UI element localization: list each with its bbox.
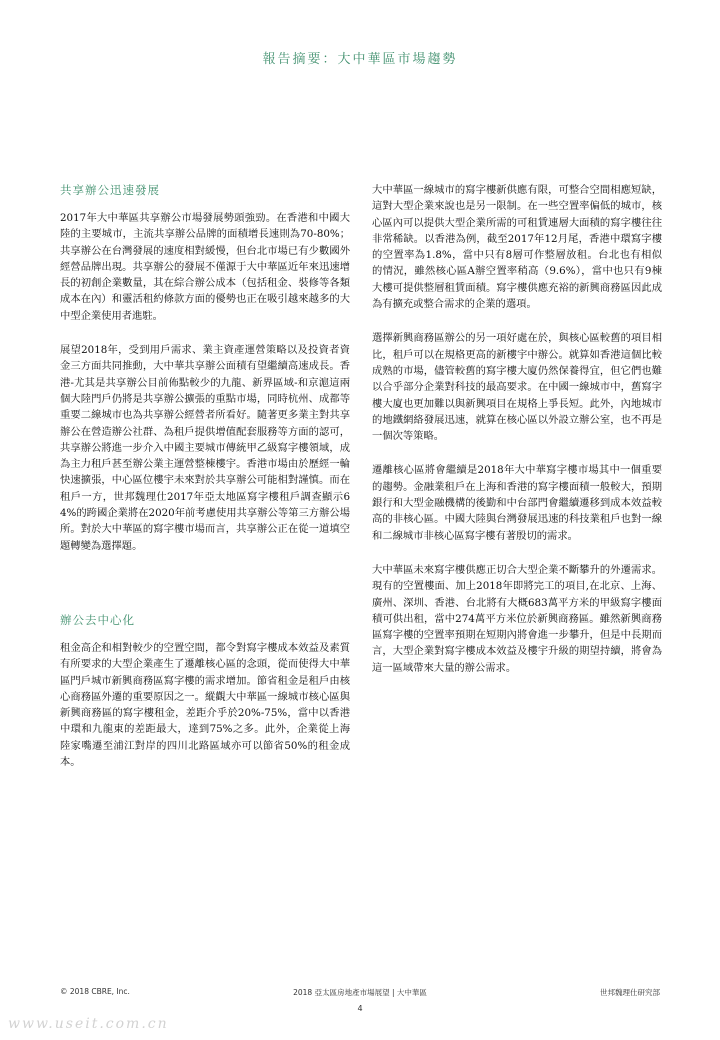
footer-department: 世邦魏理仕研究部 bbox=[600, 988, 660, 997]
paragraph: 大中華區未來寫字樓供應正切合大型企業不斷攀升的外遷需求。現有的空置樓面、加上2018年即將完工的項目,在北京、上海、廣州、深圳、香港、台北將有大概683萬平方米的甲級寫字樓面積可供出租，當中274萬平方米位於新興商務區。雖然新興商務區寫字樓的空置率預期在短期內將會進一步攀升，但是中長期而言，大型企業對寫字樓成本效益及樓宇升級的期望持續，將會為這一區域帶來大量的辦公需求。 bbox=[372, 563, 662, 674]
paragraph: 大中華區一線城市的寫字樓新供應有限，可整合空間相應短缺，這對大型企業來說也是另一限制。在一些空置率偏低的城市，核心區內可以提供大型企業所需的可租賃連層大面積的寫字樓往往非常稀缺。以香港為例，截至2017年12月尾，香港中環寫字樓的空置率為1.8%，當中只有8層可作整層放租。台北也有相似的情況，雖然核心區A辦空置率稍高（9.6%），當中也只有9棟大樓可提供整層租賃面積。寫字樓供應充裕的新興商務區因此成為有擴充或整合需求的企業的選項。 bbox=[372, 184, 662, 311]
footer bbox=[60, 987, 660, 1001]
footer-report-title: 2018 亞太區房地產市場展望 | 大中華區 bbox=[293, 988, 427, 997]
footer-copyright: © 2018 CBRE, Inc. bbox=[60, 987, 130, 996]
paragraph: 租金高企和相對較少的空置空間，都令對寫字樓成本效益及素質有所要求的大型企業產生了遷離核心區的念頭，從而使得大中華區門戶城市新興商務區寫字樓的需求增加。節省租金是租戶由核心商務區外遷的重要原因之一。縱觀大中華區一線城市核心區與新興商務區的寫字樓租金，差距介乎於20%-75%，當中以香港中環和九龍東的差距最大，達到75%之多。此外，企業從上海陸家嘴遷至浦江對岸的四川北路區域亦可以節省50%的租金成本。 bbox=[60, 641, 350, 769]
page-number: 4 bbox=[357, 1004, 363, 1013]
right-column bbox=[372, 182, 662, 694]
paragraph: 選擇新興商務區辦公的另一項好處在於，與核心區較舊的項目相比，租戶可以在規格更高的新樓宇中辦公。就算如香港這個比較成熟的市場，儘管較舊的寫字樓大廈仍然保養得宜，但它們也難以合乎部分企業對科技的最高要求。在中國一線城市中，舊寫字樓大廈也更加難以與新興項目在規格上爭長短。此外，內地城市的地鐵網絡發展迅速，就算在核心區以外設立辦公室，也不再是一個次等策略。 bbox=[372, 332, 662, 443]
section-heading-coworking: 共享辦公迅速發展 bbox=[60, 183, 160, 197]
page-title: 報告摘要：大中華區市場趨勢 bbox=[262, 52, 458, 67]
watermark: www.useit.com.cn bbox=[8, 1016, 169, 1032]
section-heading-decentralization: 辦公去中心化 bbox=[60, 612, 135, 627]
paragraph: 2017年大中華區共享辦公市場發展勢頭強勁。在香港和中國大陸的主要城市，主流共享辦公品牌的面積增長速則為70-80%；共享辦公在台灣發展的速度相對緩慢，但台北市場已有少數國外經營品牌出現。共享辦公的發展不僅源于大中華區近年來迅速增長的初創企業數量，其在綜合辦公成本（包括租金、裝修等各類成本在內）和靈活租約條款方面的優勢也正在吸引越來越多的大中型企業使用者進駐。 bbox=[60, 212, 350, 322]
left-column bbox=[60, 182, 350, 788]
paragraph: 展望2018年，受到用戶需求、業主資產運營策略以及投資者資金三方面共同推動，大中華共享辦公面積有望繼續高速成長。香港-尤其是共享辦公目前佈點較少的九龍、新界區域-和京滬這兩個大陸門戶仍將是共享辦公擴張的重點市場，同時杭州、成都等重要二線城市也為共享辦公經營者所看好。隨著更多業主對共享辦公在營造辦公社群、為租戶提供增值配套服務等方面的認可，共享辦公將進一步介入中國主要城市傳統甲乙級寫字樓領域，成為主力租戶甚至辦公業主運營整棟樓宇。香港市場由於歷經一輪快速擴張，中心區位樓宇未來對於共享辦公可能相對謹慎。而在租戶一方，世邦魏理仕2017年亞太地區寫字樓租戶調查顯示64%的跨國企業將在2020年前考慮使用共享辦公等第三方辦公場所。對於大中華區的寫字樓市場而言，共享辦公正在從一道填空題轉變為選擇題。 bbox=[60, 344, 350, 552]
paragraph: 遷離核心區將會繼續是2018年大中華寫字樓市場其中一個重要的趨勢。金融業租戶在上海和香港的寫字樓面積一般較大，預期銀行和大型金融機構的後勤和中台部門會繼續遷移到成本效益較高的非核心區。中國大陸與台灣發展迅速的科技業租戶也對一線和二線城市非核心區寫字樓有著殷切的需求。 bbox=[372, 464, 662, 542]
